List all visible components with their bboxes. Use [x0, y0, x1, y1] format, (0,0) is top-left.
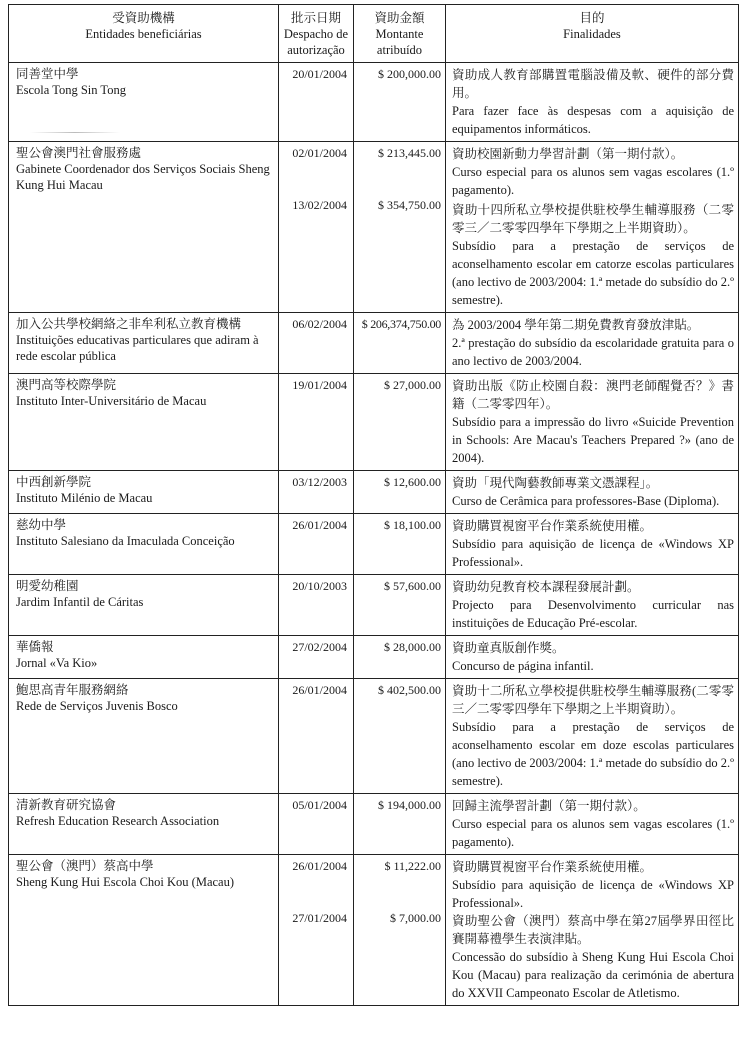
header-amount: [354, 5, 446, 63]
grant-amount: $ 12,600.00: [384, 475, 441, 489]
purpose-zh: 資助聖公會（澳門）蔡高中學在第27屆學界田徑比賽開幕禮學生表演津貼。: [452, 914, 734, 946]
purpose-zh: 資助購買視窗平台作業系統使用權。: [452, 519, 653, 533]
grant-amount: $ 200,000.00: [378, 67, 441, 81]
entity-cell: [9, 63, 279, 142]
date-cell: [279, 142, 354, 313]
table-row: [9, 313, 739, 374]
entity-name-zh: 同善堂中學: [16, 67, 79, 81]
entity-name-zh: 聖公會（澳門）蔡高中學: [16, 859, 154, 873]
entity-cell: [9, 471, 279, 514]
grant-amount: $ 7,000.00: [390, 911, 441, 925]
grant-amount: $ 213,445.00: [378, 146, 441, 160]
header-date-pt: Despacho de autorização: [283, 27, 349, 57]
amount-cell: [354, 313, 446, 374]
purpose-cell: [446, 374, 739, 471]
header-entity: [9, 5, 279, 63]
grant-amount: $ 354,750.00: [378, 198, 441, 212]
grant-date: 13/02/2004: [292, 198, 347, 212]
purpose-pt: Subsídio para aquisição de licença de «Windows XP Professional».: [452, 537, 734, 569]
purpose-cell: [446, 142, 739, 313]
amount-cell: [354, 63, 446, 142]
grant-date: 02/01/2004: [292, 146, 347, 160]
grant-amount: $ 402,500.00: [378, 683, 441, 697]
entity-cell: [9, 575, 279, 636]
purpose-cell: [446, 855, 739, 1006]
purpose-pt: Curso especial para os alunos sem vagas escolares (1.º pagamento).: [452, 165, 734, 197]
date-cell: [279, 855, 354, 1006]
header-date: [279, 5, 354, 63]
purpose-cell: [446, 636, 739, 679]
header-entity-zh: 受資助機構: [112, 11, 175, 25]
header-row: [9, 5, 739, 63]
entity-name-pt: Jardim Infantil de Cáritas: [16, 595, 144, 609]
date-cell: [279, 471, 354, 514]
purpose-zh: 資助校園新動力學習計劃（第一期付款）。: [452, 147, 684, 161]
grant-date: 26/01/2004: [292, 518, 347, 532]
amount-cell: [354, 142, 446, 313]
entity-cell: [9, 514, 279, 575]
grant-date: 03/12/2003: [292, 475, 347, 489]
purpose-zh: 資助十二所私立學校提供駐校學生輔導服務(二零零三／二零零四學年下學期之上半期資助）。: [452, 684, 734, 716]
purpose-zh: 資助出版《防止校園自殺：澳門老師醒覺否？》書籍（二零零四年）。: [452, 379, 734, 411]
grant-amount: $ 194,000.00: [378, 798, 441, 812]
header-entity-pt: Entidades beneficiárias: [85, 27, 202, 41]
entity-name-zh: 澳門高等校際學院: [16, 378, 117, 392]
entity-name-pt: Gabinete Coordenador dos Serviços Sociais Sheng Kung Hui Macau: [16, 162, 270, 192]
purpose-pt: Subsídio para a impressão do livro «Suicide Prevention in Schools: Are Macau's Teachers Prepared ?» (ano de 2004).: [452, 415, 734, 465]
table-row: [9, 514, 739, 575]
entity-name-zh: 中西創新學院: [16, 475, 92, 489]
purpose-zh: 資助十四所私立學校提供駐校學生輔導服務（二零零三／二零零四學年下學期之上半期資助）。: [452, 203, 734, 235]
purpose-pt: Concurso de página infantil.: [452, 659, 594, 673]
date-cell: [279, 374, 354, 471]
grant-date: 05/01/2004: [292, 798, 347, 812]
purpose-cell: [446, 575, 739, 636]
header-amount-pt: Montante atribuído: [375, 27, 424, 57]
entity-name-zh: 鮑思高青年服務網絡: [16, 683, 129, 697]
table-row: [9, 794, 739, 855]
amount-cell: [354, 575, 446, 636]
purpose-zh: 資助幼兒教育校本課程發展計劃。: [452, 580, 640, 594]
table-row: [9, 63, 739, 142]
purpose-pt: Projecto para Desenvolvimento curricular nas instituições de Educação Pré-escolar.: [452, 598, 734, 630]
amount-cell: [354, 794, 446, 855]
date-cell: [279, 575, 354, 636]
amount-cell: [354, 471, 446, 514]
date-cell: [279, 679, 354, 794]
purpose-cell: [446, 63, 739, 142]
table-row: [9, 636, 739, 679]
header-date-zh: 批示日期: [290, 11, 341, 25]
purpose-zh: 資助購買視窗平台作業系統使用權。: [452, 860, 653, 874]
entity-name-pt: Sheng Kung Hui Escola Choi Kou (Macau): [16, 875, 235, 889]
amount-cell: [354, 679, 446, 794]
grant-date: 20/10/2003: [292, 579, 347, 593]
table-row: [9, 575, 739, 636]
entity-cell: [9, 142, 279, 313]
purpose-cell: [446, 313, 739, 374]
purpose-pt: Concessão do subsídio à Sheng Kung Hui Escola Choi Kou (Macau) para realização da cerimónia de abertura do XXVII Campeonato Escolar de Atletismo.: [452, 950, 734, 1000]
entity-cell: [9, 855, 279, 1006]
header-purpose: [446, 5, 739, 63]
purpose-pt: Subsídio para aquisição de licença de «Windows XP Professional».: [452, 878, 734, 910]
entity-name-pt: Instituto Milénio de Macau: [16, 491, 153, 505]
grant-amount: $ 28,000.00: [384, 640, 441, 654]
grant-amount: $ 57,600.00: [384, 579, 441, 593]
purpose-cell: [446, 679, 739, 794]
purpose-cell: [446, 471, 739, 514]
purpose-zh: 回歸主流學習計劃（第一期付款）。: [452, 799, 646, 813]
grants-document: [8, 4, 738, 1006]
amount-cell: [354, 374, 446, 471]
entity-name-zh: 華僑報: [16, 640, 54, 654]
date-cell: [279, 63, 354, 142]
amount-cell: [354, 855, 446, 1006]
entity-cell: [9, 794, 279, 855]
purpose-pt: Curso de Cerâmica para professores-Base (Diploma).: [452, 494, 720, 508]
grant-amount: $ 11,222.00: [384, 859, 441, 873]
entity-name-zh: 慈幼中學: [16, 518, 67, 532]
amount-cell: [354, 636, 446, 679]
purpose-pt: Para fazer face às despesas com a aquisição de equipamentos informáticos.: [452, 104, 734, 136]
date-cell: [279, 636, 354, 679]
purpose-pt: Curso especial para os alunos sem vagas escolares (1.º pagamento).: [452, 817, 734, 849]
date-cell: [279, 794, 354, 855]
grant-amount: $ 206,374,750.00: [361, 317, 441, 331]
entity-name-pt: Instituto Inter-Universitário de Macau: [16, 394, 207, 408]
grant-date: 20/01/2004: [292, 67, 347, 81]
grant-amount: $ 18,100.00: [384, 518, 441, 532]
entity-name-pt: Instituto Salesiano da Imaculada Conceição: [16, 534, 235, 548]
grant-date: 19/01/2004: [292, 378, 347, 392]
purpose-cell: [446, 794, 739, 855]
purpose-pt: 2.ª prestação do subsídio da escolaridade gratuita para o ano lectivo de 2003/2004.: [452, 336, 734, 368]
purpose-zh: 資助成人教育部購置電腦設備及軟、硬件的部分費用。: [452, 68, 734, 100]
header-purpose-pt: Finalidades: [563, 27, 621, 41]
amount-cell: [354, 514, 446, 575]
entity-name-zh: 明愛幼稚園: [16, 579, 79, 593]
entity-cell: [9, 374, 279, 471]
entity-name-zh: 聖公會澳門社會服務處: [16, 146, 142, 160]
entity-name-pt: Escola Tong Sin Tong: [16, 83, 126, 97]
entity-name-pt: Jornal «Va Kio»: [16, 656, 98, 670]
purpose-zh: 資助「現代陶藝教師專業文憑課程」。: [452, 476, 659, 490]
header-amount-zh: 資助金額: [374, 11, 425, 25]
table-row: [9, 471, 739, 514]
entity-name-pt: Refresh Education Research Association: [16, 814, 220, 828]
table-row: [9, 374, 739, 471]
grant-date: 26/01/2004: [292, 859, 347, 873]
purpose-cell: [446, 514, 739, 575]
date-cell: [279, 313, 354, 374]
purpose-zh: 為 2003/2004 學年第二期免費教育發放津貼。: [452, 318, 700, 332]
grant-date: 27/02/2004: [292, 640, 347, 654]
entity-cell: [9, 636, 279, 679]
grant-date: 27/01/2004: [292, 911, 347, 925]
entity-name-zh: 加入公共學校網絡之非牟利私立教育機構: [16, 317, 242, 331]
entity-cell: [9, 679, 279, 794]
entity-name-zh: 清新教育研究協會: [16, 798, 117, 812]
purpose-zh: 資助童真版創作獎。: [452, 641, 565, 655]
date-cell: [279, 514, 354, 575]
purpose-pt: Subsídio para a prestação de serviços de aconselhamento escolar em doze escolas particulares (ano lectivo de 2003/2004: 1.ª metade do subsídio do 2.º semestre).: [452, 720, 734, 788]
header-purpose-zh: 目的: [579, 11, 605, 25]
entity-name-pt: Rede de Serviços Juvenis Bosco: [16, 699, 178, 713]
entity-cell: [9, 313, 279, 374]
table-row: [9, 142, 739, 313]
entity-name-pt: Instituições educativas particulares que adiram à rede escolar pública: [16, 333, 259, 363]
grant-date: 06/02/2004: [292, 317, 347, 331]
table-row: [9, 679, 739, 794]
grant-date: 26/01/2004: [292, 683, 347, 697]
purpose-pt: Subsídio para a prestação de serviços de aconselhamento escolar em catorze escolas particulares (ano lectivo de 2003/2004: 1.ª metade do subsídio do 2.º semestre).: [452, 239, 734, 307]
table-row: [9, 855, 739, 1006]
grants-table: [8, 4, 739, 1006]
grant-amount: $ 27,000.00: [384, 378, 441, 392]
